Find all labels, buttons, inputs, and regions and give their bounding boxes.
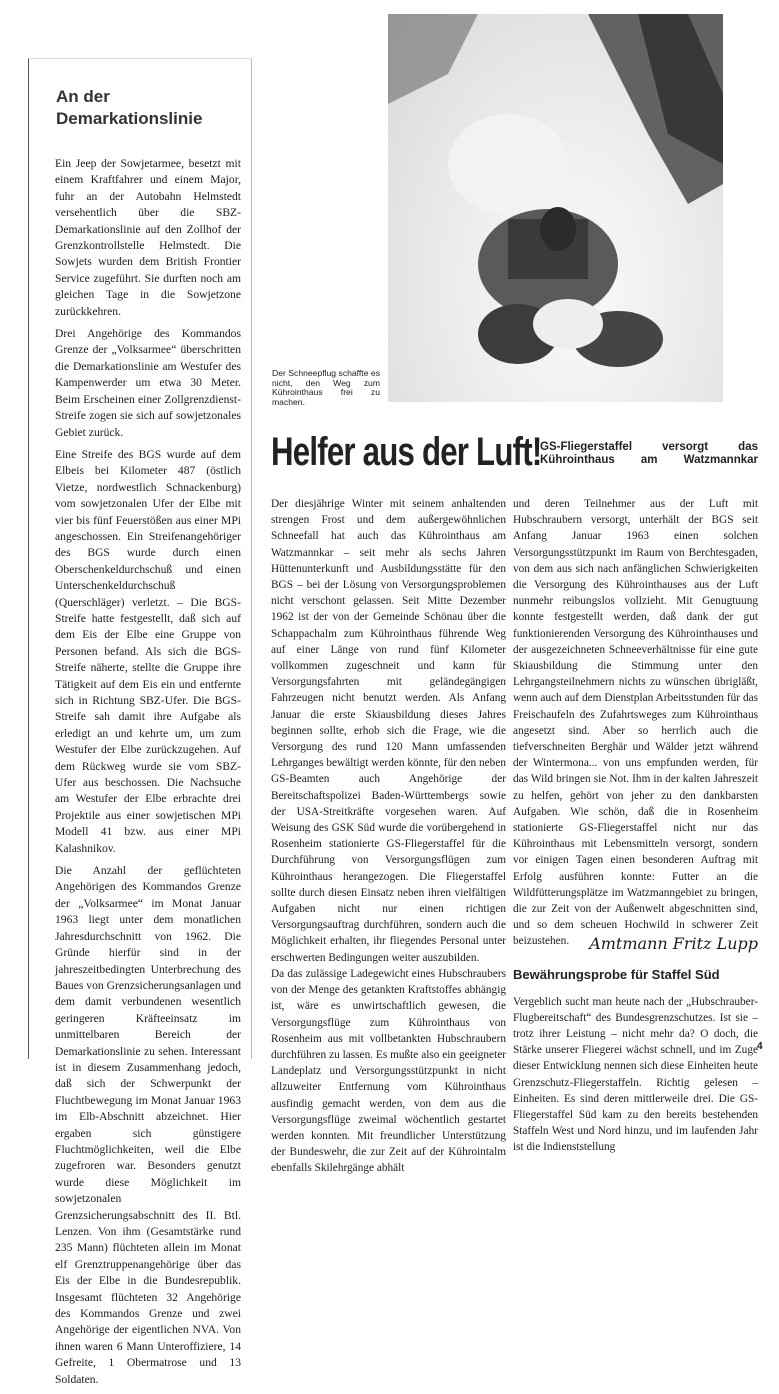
page-number: 4 bbox=[757, 1041, 763, 1052]
article-paragraph: Der diesjährige Winter mit seinem anhaltenden strengen Frost und dem außergewöhnlichen Schneefall hat auch das Kührointhaus am Watzmannkar – seit mehr als sechs Jahren Hüttenunterkunft und Ausbildungsstätte für den BGS – bei der Lösung von Versorgungsproblemen nicht verschont gelassen. Seit Mitte Dezember 1962 ist der von der Gemeinde Schönau über die Schappachalm zum Kührointhaus führende Weg auf einer Länge von rund fünf Kilometer vollkommen zugeschneit und kann für Versorgungsfahrten mit geländegängigen Fahrzeugen nicht benutzt werden. Als Anfang Januar die erste Skiausbildung dieses Jahres beginnen sollte, erhob sich die Frage, wie die Versorgung des rund 120 Mann umfassenden Lehrganges bewältigt werden könnte, für den neben GS-Beamten auch Angehörige der Bereitschaftspolizei Baden-Württembergs sowie der USA-Streitkräfte vorgesehen waren. Auf Weisung des GSK Süd wurde die vorübergehend in Rosenheim stationierte GS-Fliegerstaffel für die Durchführung von Versorgungsflügen zum Kührointhaus herangezogen. Die Fliegerstaffel sollte durch diesen Einsatz neben ihren vielfältigen Aufgaben nicht nur einen richtigen Versorgungsauftrag durchführen, sondern auch die Möglichkeit erhalten, ihr fliegendes Personal unter erschwerten Bedingungen weiter auszubilden. bbox=[271, 498, 506, 964]
sidebar-box bbox=[28, 58, 252, 1386]
photo-caption: Der Schneepflug schaffte es nicht, den Weg zum Kührointhaus frei zu machen. bbox=[272, 368, 380, 407]
article-paragraph: und deren Teilnehmer aus der Luft mit Hubschraubern versorgt, unterhält der BGS seit Anfang Januar 1963 einen solchen Versorgungsstützpunkt im Raum von Berchtesgaden, von dem aus sich nach anfänglichen Schwierigkeiten die Versorgung des Kührointhauses aus der Luft nunmehr reibungslos vollzieht. Mit Genugtuung konnte festgestellt werden, daß dank der gut funktionierenden Versorgung des Kührointhauses und der ausgezeichneten Schneeverhältnisse für eine gute Skiausbildung die Stimmung unter den Lehrgangsteilnehmern nichts zu wünschen übrigläßt, wenn auch auf dem Dienstplan Arbeitsstunden für das Freischaufeln des Zufahrtsweges zum Kührointhaus angesetzt sind. Aber so herrlich auch die tiefverschneiten Berghär und Wälder jetzt während der Wintermona... von uns empfunden werden, für das Wild bringen sie Not. Ihm in der kalten Jahreszeit zu helfen, gehört von jeher zu den dankbarsten Aufgaben. Wie schön, daß die in Rosenheim stationierte GS-Fliegerstaffel nicht nur das Kührointhaus mit Lebensmitteln versorgt, sondern vor einigen Tagen einen besonderen Auftrag mit Erfolg ausführen konnte: Futter an die Wildfütterungsplätze im Watzmanngebiet zu bringen, die zur Zeit von der Außenwelt abgeschnitten sind, und so dem scheuen Hochwild in schwerer Zeit beizustehen. bbox=[513, 498, 758, 948]
article-headline: Helfer aus der Luft! bbox=[271, 430, 542, 474]
article-paragraph: Da das zulässige Ladegewicht eines Hubschraubers von der Menge des getankten Kraftstoffes abhängig ist, wäre es unwirtschaftlich gewesen, die Versorgungsflüge zum Kührointhaus von Rosenheim aus mit vollbetankten Hubschraubern durchführen zu lassen. Es mußte also ein geeigneter Landeplatz und Versorgungsstützpunkt in nicht allzuweiter Entfernung vom Kührointhaus ausfindig gemacht werden, von dem aus die Versorgungsflüge zweimal wöchentlich gestartet werden konnten. Mit freundlicher Unterstützung der Bundeswehr, die zur Zeit auf der Kührointalm ebenfalls Skilehrgänge abhält bbox=[271, 967, 506, 1175]
sidebar-paragraph: Ein Jeep der Sowjetarmee, besetzt mit einem Kraftfahrer und einem Major, fuhr an der Autobahn Helmstedt versehentlich über die SBZ-Demarkationslinie auf den Zollhof der Grenzkontrollstelle Helmstedt. Die Sowjets wurden dem British Frontier Service zugeführt. Sie durften noch am gleichen Tage in die Sowjetzone zurückkehren. bbox=[55, 157, 241, 318]
article-author: Amtmann Fritz Lupp bbox=[589, 933, 758, 953]
sidebar-paragraph: Die Anzahl der geflüchteten Angehörigen des Kommandos Grenze der „Volksarmee“ im Monat Januar 1963 liegt unter dem monatlichen Jahresdurchschnitt von 1962. Die Gründe hierfür sind in der jahreszeitbedingten Unterbrechung des Baues von Grenzsicherungsanlagen und dem damit verbundenen wesentlich geringeren Kräfteeinsatz im unmittelbaren Bereich der Demarkationslinie zu sehen. Interessant ist in diesem Zusammenhang jedoch, daß sich der Schwerpunkt der Fluchtbewegung im Monat Januar 1963 im Elb-Abschnitt abzeichnet. Hier ergaben sich günstigere Fluchtmöglichkeiten, weil die Elbe zugefroren war. Besonders genutzt wurde diese Möglichkeit im sowjetzonalen Grenzsicherungsabschnitt des II. Btl. Lenzen. Von ihm (Gesamtstärke rund 235 Mann) flüchteten allein im Monat elf Grenztruppenangehörige über das Eis der Elbe in die Bundesrepublik. Insgesamt flüchteten 32 Angehörige des Kommandos Grenze und zwei Angehörige der eigentlichen NVA. Von ihnen waren 6 Mann Unteroffiziere, 14 Gefreite, 1 Obermatrose und 13 Soldaten. bbox=[55, 864, 241, 1386]
section-heading: Bewährungsprobe für Staffel Süd bbox=[513, 966, 720, 982]
article-column-2 bbox=[513, 496, 758, 1156]
article-paragraph: Vergeblich sucht man heute nach der „Hubschrauber-Flugbereitschaft“ des Bundesgrenzschutzes. Ist sie – trotz ihrer Leistung – nicht mehr da? O doch, die Stärke unserer Fliegerei wächst schnell, und im Zuge dieser Entwicklung nennen sich diese Einheiten heute Grenzschutz-Fliegerstaffeln. Richtig gelesen – Einheiten. Es sind deren mittlerweile drei. Die GS-Fliegerstaffel Süd kam zu den bereits bestehenden Staffeln West und Nord hinzu, und im laufenden Jahr ist die Indienststellung bbox=[513, 995, 758, 1154]
sidebar-body bbox=[55, 156, 241, 1394]
sidebar-paragraph: Eine Streife des BGS wurde auf dem Elbeis bei Kilometer 487 (östlich Vietze, nordwestlich Schnackenburg) vom sowjetzonalen Ufer der Elbe mit vier bis fünf Feuerstößen aus einer MPi angeschossen. Ein Streifenangehöriger des BGS wurde durch einen Oberschenkeldurchschuß und einen Unterschenkeldurchschuß (Querschläger) verletzt. – Die BGS-Streife hatte festgestellt, daß sich auf dem Eis der Elbe eine Gruppe von Personen befand. Als sich die BGS-Streife näherte, stellte die Gruppe ihre Tätigkeit auf dem Eis ein und entfernte sich in Richtung SBZ-Ufer. Die BGS-Streife sah damit ihre Aufgabe als erledigt an und kehrte um, um zum Westufer der Elbe zurückzugehen. Auf dem Rückweg wurde sie vom SBZ-Ufer aus beschossen. Die Nachsuche am Westufer der Elbe erbrachte drei Projektile aus einer sowjetischen MPi Modell 41 bzw. aus einer MPi Kalashnikov. bbox=[55, 447, 241, 855]
snowplow-photo bbox=[388, 14, 723, 402]
article-subheadline: GS-Fliegerstaffel versorgt das Kührointhaus am Watzmannkar bbox=[540, 441, 758, 466]
snowplow-photo-image bbox=[388, 14, 723, 402]
sidebar-paragraph: Drei Angehörige des Kommandos Grenze der „Volksarmee“ überschritten die Demarkationslinie am Westufer des Kampenwerder um etwa 30 Meter. Beim Erscheinen einer Zollgrenzdienst-Streife zogen sie sich auf sowjetzonales Gebiet zurück. bbox=[55, 327, 241, 439]
sidebar-title: An der Demarkationslinie bbox=[56, 87, 203, 128]
article-column-1 bbox=[271, 496, 506, 1177]
